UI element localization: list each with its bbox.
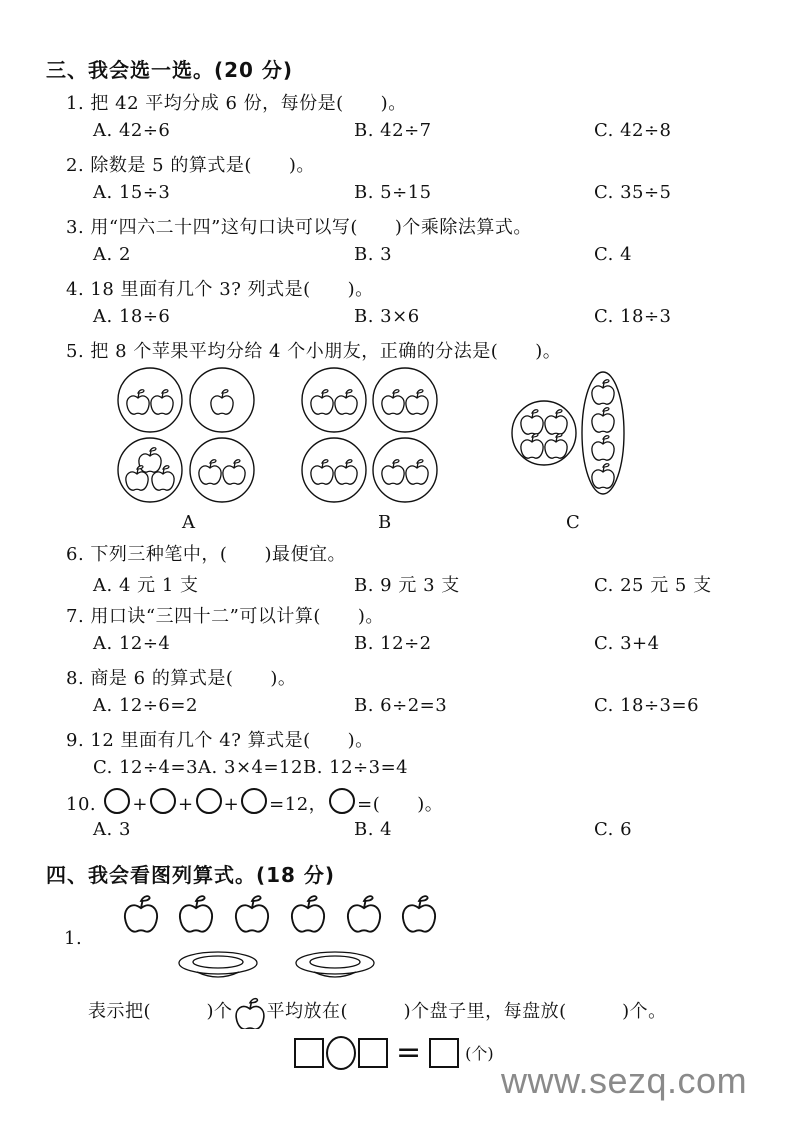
fill-in-sentence bbox=[88, 993, 667, 1029]
apples-and-plates-figure bbox=[115, 890, 445, 985]
circle-blank-icon bbox=[150, 788, 176, 814]
equation-template bbox=[294, 1035, 494, 1070]
question-number: 2. bbox=[66, 155, 85, 176]
option-10b[interactable]: B. 4 bbox=[354, 819, 393, 840]
option-8b[interactable]: B. 6÷2=3 bbox=[354, 695, 448, 716]
option-6a[interactable]: A. 4 元 1 支 bbox=[93, 575, 199, 596]
option-6b[interactable]: B. 9 元 3 支 bbox=[354, 575, 460, 596]
question-1 bbox=[66, 89, 407, 115]
apple-icon bbox=[233, 993, 267, 1029]
option-2b[interactable]: B. 5÷15 bbox=[354, 182, 432, 203]
question-number: 10. bbox=[66, 794, 97, 815]
plate-icon bbox=[179, 952, 257, 977]
figure-label-a: A bbox=[182, 512, 195, 533]
circle-blank-icon bbox=[241, 788, 267, 814]
option-10a[interactable]: A. 3 bbox=[93, 819, 131, 840]
apple-division-figures bbox=[100, 360, 660, 510]
answer-blank: =( )。 bbox=[357, 794, 444, 815]
equals-twelve: =12， bbox=[269, 794, 328, 815]
option-7c[interactable]: C. 3+4 bbox=[594, 633, 660, 654]
option-6c[interactable]: C. 25 元 5 支 bbox=[594, 575, 712, 596]
question-4 bbox=[66, 275, 374, 301]
option-7b[interactable]: B. 12÷2 bbox=[354, 633, 432, 654]
option-3a[interactable]: A. 2 bbox=[93, 244, 131, 265]
equation-unit: (个) bbox=[465, 1044, 494, 1063]
equation-box-2[interactable] bbox=[358, 1038, 388, 1068]
option-3b[interactable]: B. 3 bbox=[354, 244, 393, 265]
circle-blank-icon bbox=[196, 788, 222, 814]
question-text: 用口诀“三四十二”可以计算( )。 bbox=[90, 606, 384, 627]
question-number: 5. bbox=[66, 341, 85, 362]
question-number: 9. bbox=[66, 730, 85, 751]
figure-label-c: C bbox=[566, 512, 580, 533]
sentence-part-1: 表示把( )个 bbox=[88, 1001, 233, 1022]
question-number: 7. bbox=[66, 606, 85, 627]
option-1a[interactable]: A. 42÷6 bbox=[93, 120, 171, 141]
option-4b[interactable]: B. 3×6 bbox=[354, 306, 420, 327]
watermark: www.sezq.com bbox=[501, 1060, 748, 1101]
question-10 bbox=[66, 788, 443, 816]
question-number: 4. bbox=[66, 279, 85, 300]
apple-row bbox=[125, 896, 435, 932]
question-2 bbox=[66, 151, 315, 177]
figure-a[interactable] bbox=[118, 368, 254, 502]
plus-sign: + bbox=[132, 794, 148, 815]
question-number: 1. bbox=[66, 93, 85, 114]
question-9 bbox=[66, 726, 374, 752]
section-title-4: 四、我会看图列算式。(18 分) bbox=[46, 863, 336, 887]
question-text: 把 42 平均分成 6 份，每份是( )。 bbox=[90, 93, 407, 114]
option-10c[interactable]: C. 6 bbox=[594, 819, 633, 840]
equals-sign: = bbox=[396, 1035, 422, 1070]
question-text: 除数是 5 的算式是( )。 bbox=[90, 155, 315, 176]
question-7 bbox=[66, 602, 384, 628]
question-number: 3. bbox=[66, 217, 85, 238]
question-text: 18 里面有几个 3? 列式是( )。 bbox=[90, 279, 374, 300]
option-8c[interactable]: C. 18÷3=6 bbox=[594, 695, 700, 716]
question-number: 6. bbox=[66, 544, 85, 565]
option-3c[interactable]: C. 4 bbox=[594, 244, 633, 265]
option-1b[interactable]: B. 42÷7 bbox=[354, 120, 432, 141]
question-4-1-number: 1. bbox=[64, 928, 83, 949]
circle-blank-icon bbox=[104, 788, 130, 814]
figure-c[interactable] bbox=[512, 372, 624, 494]
option-2c[interactable]: C. 35÷5 bbox=[594, 182, 672, 203]
circle-blank-icon bbox=[329, 788, 355, 814]
figure-b[interactable] bbox=[302, 368, 437, 502]
figure-label-b: B bbox=[378, 512, 392, 533]
equation-operator-circle[interactable] bbox=[326, 1036, 356, 1070]
equation-result-box[interactable] bbox=[429, 1038, 459, 1068]
plus-sign: + bbox=[223, 794, 240, 815]
option-1c[interactable]: C. 42÷8 bbox=[594, 120, 672, 141]
question-6 bbox=[66, 540, 346, 566]
option-8a[interactable]: A. 12÷6=2 bbox=[93, 695, 198, 716]
question-text: 用“四六二十四”这句口诀可以写( )个乘除法算式。 bbox=[90, 217, 532, 238]
option-2a[interactable]: A. 15÷3 bbox=[93, 182, 171, 203]
question-number: 8. bbox=[66, 668, 85, 689]
question-8 bbox=[66, 664, 296, 690]
option-4a[interactable]: A. 18÷6 bbox=[93, 306, 171, 327]
question-text: 下列三种笔中，( )最便宜。 bbox=[90, 544, 346, 565]
question-3 bbox=[66, 213, 532, 239]
section-title-3: 三、我会选一选。(20 分) bbox=[46, 58, 294, 82]
option-7a[interactable]: A. 12÷4 bbox=[93, 633, 171, 654]
plate-icon bbox=[296, 952, 374, 977]
question-text: 把 8 个苹果平均分给 4 个小朋友，正确的分法是( )。 bbox=[90, 341, 562, 362]
question-text: 商是 6 的算式是( )。 bbox=[90, 668, 297, 689]
question-text: 12 里面有几个 4? 算式是( )。 bbox=[90, 730, 374, 751]
options-9-inline[interactable]: C. 12÷4=3A. 3×4=12B. 12÷3=4 bbox=[93, 757, 409, 778]
equation-box-1[interactable] bbox=[294, 1038, 324, 1068]
plus-sign: + bbox=[177, 794, 194, 815]
option-4c[interactable]: C. 18÷3 bbox=[594, 306, 672, 327]
sentence-part-2: 平均放在( )个盘子里，每盘放( )个。 bbox=[266, 1001, 667, 1022]
